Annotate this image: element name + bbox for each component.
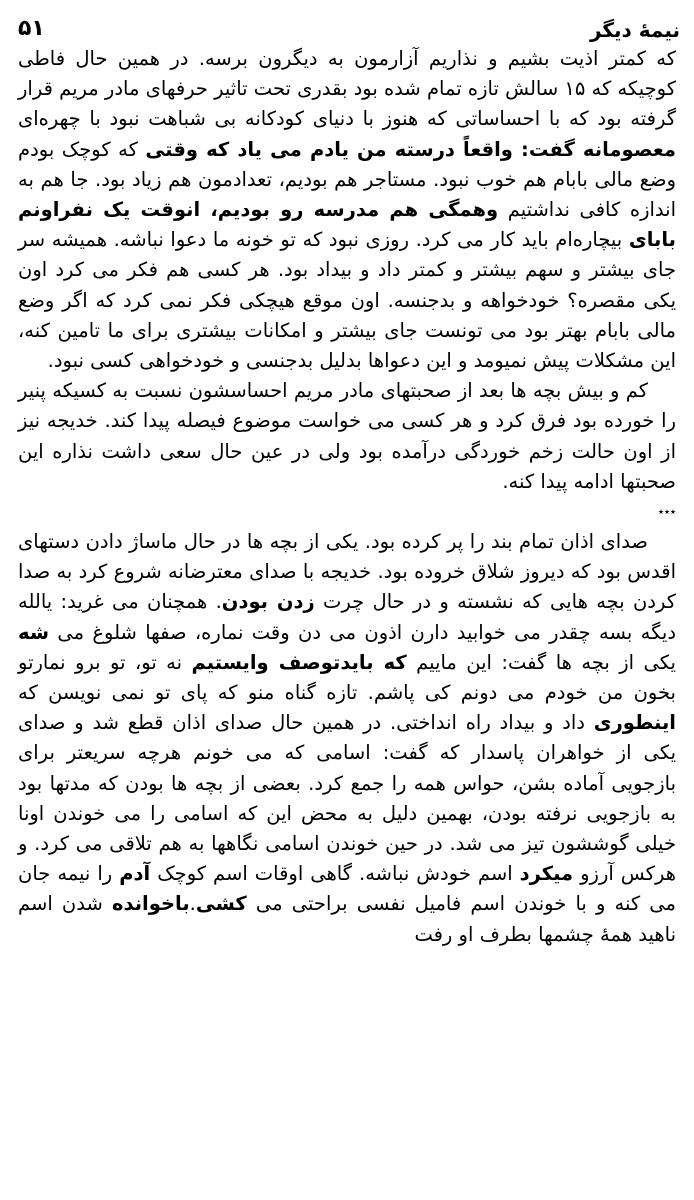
text-run: که کوچک بودم وضع مالی بابام هم خوب نبود. مستاجر هم بودیم، تعدادمون هم زیاد بود. جا هم به اندازه کافی نداشتیم (18, 137, 676, 222)
text-run: نه تو، تو برو نمارتو بخون من خودم می دونم کی پاشم. تازه گناه منو که پای تو نمی نویسن که (18, 650, 676, 705)
paragraph-2 (18, 376, 676, 497)
bold-text-run: اینطوری (593, 711, 676, 735)
text-run: بیچاره‌ام باید کار می کرد. روزی نبود که تو خونه ما دعوا نباشه. همیشه سر جای بیشتر و سهم بیشتر و کمتر داد و بیداد بود. هر کسی هم فکر می کرد اون یکی مقصره؟ خودخواهه و بدجنسه. اون موقع هیچکی فکر نمی کرد که اگر وضع مالی بابام بهتر بود می تونست جای بیشتر و امکانات بیشتری برای ما تامین کنه، این مشکلات پیش نمیومد و این دعواها بدلیل بدجنسی و خودخواهی کسی نبود. (18, 228, 676, 373)
text-run: که کمتر اذیت بشیم و نذاریم آزارمون به دیگرون برسه. در همین حال فاطی کوچیکه که ۱۵ سالش تازه تمام شده بود بقدری تحت تاثیر حرفهای مادر مریم قرار گرفته بود که با احساساتی که هنوز با دنیای کودکانه بی شباهت نبود با چهره‌ای (18, 47, 676, 131)
body-text (18, 44, 676, 950)
bold-text-run: باخوانده (111, 892, 190, 916)
paragraph-1 (18, 44, 676, 376)
bold-text-run: شه (18, 620, 50, 644)
text-run: شدن اسم ناهید همهٔ چشمها بطرف او رفت (18, 892, 676, 946)
bold-text-run: معصومانه گفت: واقعاً درسته من یادم می یاد که وقتی (145, 137, 676, 161)
bold-text-run: زدن بودن (221, 590, 315, 614)
page-header (18, 6, 680, 42)
section-separator: ٭٭٭ (658, 505, 676, 519)
bold-text-run: کشی (195, 892, 247, 916)
text-run: داد و بیداد راه انداختی. در همین حال صدای اذان قطع شد و صدای یکی از خواهران پاسدار که گفت: اسامی که می خونم هرچه سریعتر برای بازجویی آماده بشن، حواس همه را جمع کرد. بعضی از بچه ها بودن که مدتها بود به بازجویی نرفته بودن، بهمین دلیل به محض این که اسامی را می خوندن اونا خیلی گوششون تیز می شد. در حین خوندن اسامی نگاهها به هم تلاقی می کرد. و هرکس آرزو (18, 711, 676, 886)
text-run: صدای اذان تمام بند را پر کرده بود. یکی از بچه ها در حال ماساژ دادن دستهای اقدس بود که دیروز شلاق خروده بود. خدیجه با صدای معترضانه شروع کرد به صدا کردن بچه هایی که نشسته و در حال چرت (18, 530, 677, 614)
running-title: نیمهٔ دیگر (589, 18, 680, 42)
paragraph-3 (18, 527, 676, 950)
bold-text-run: میکرد (519, 862, 574, 886)
text-run: . همچنان می غرید: یالله دیگه بسه چقدر می خوابید دارن اذون می دن وقت نماره، صفها شلوغ می (18, 590, 676, 644)
bold-text-run: وهمگی هم مدرسه رو بودیم، انوقت یک نفراونم بابای (18, 198, 676, 252)
text-run: اسم خودش نباشه. گاهی اوقات اسم کوچک (150, 862, 520, 886)
text-run: را نیمه جان می کنه و با خوندن اسم فامیل نفسی براحتی می (18, 862, 677, 916)
bold-text-run: آدم (119, 862, 151, 886)
text-run: . (189, 892, 196, 916)
bold-text-run: که بایدتوصف وایستیم (191, 650, 407, 674)
text-run: یکی از بچه ها گفت: این ماییم (406, 650, 676, 674)
text-run: کم و بیش بچه ها بعد از صحبتهای مادر مریم احساسشون نسبت به کسیکه پنیر را خورده بود فرق کرد و هر کسی می خواست موضوع فیصله پیدا کند. خدیجه نیز از اون حالت زخم خوردگی درآمده بود ولی در عین حال سعی داشت نذاره این صحبتها ادامه پیدا کنه. (18, 379, 676, 493)
page-number: ۵۱ (18, 16, 45, 41)
